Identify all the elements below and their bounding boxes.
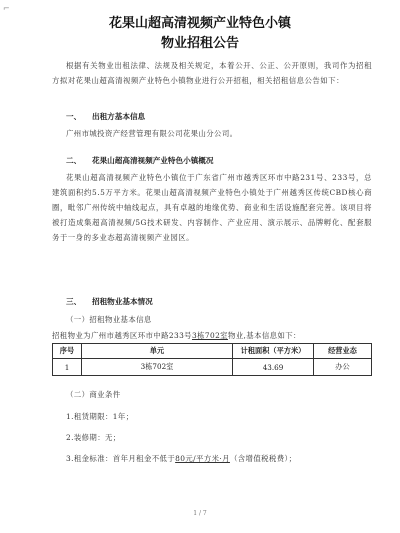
section-1-title: 出租方基本信息 — [92, 112, 146, 121]
condition-rent — [66, 453, 296, 464]
subsection-2-heading: （二）商业条件 — [66, 390, 121, 399]
header-unit: 单元 — [82, 344, 233, 359]
subsection-1-heading: （一）招租物业基本信息 — [66, 315, 152, 324]
condition-lease-term: 1.租赁期限：1年； — [66, 412, 134, 421]
intro-paragraph: 根据有关物业出租法律、法规及相关规定，本着公开、公正、公开原则，我司作为招租方拟对花果山超高清视频产业特色小镇物业进行公开招租，相关招租信息公告如下： — [52, 61, 372, 85]
condition-rent-value: 80元/平方米·月 — [175, 454, 230, 463]
subsection-1-body-text: 招租物业为广州市越秀区环市中路233号 — [52, 331, 192, 340]
section-2-heading — [66, 155, 214, 166]
section-2-number: 二、 — [66, 156, 82, 165]
table-row — [53, 359, 372, 376]
header-area: 计租面积（平方米） — [233, 344, 314, 359]
header-index: 序号 — [53, 344, 82, 359]
document-title: 花果山超高清视频产业特色小镇 — [108, 16, 291, 31]
section-1-number: 一、 — [66, 112, 82, 121]
section-1-body: 广州市城投资产经营管理有限公司花果山分公司。 — [66, 129, 238, 138]
section-2-body: 花果山超高清视频产业特色小镇位于广东省广州市越秀区环市中路231号、233号，总建筑面积约5.5万平方米。花果山超高清视频产业特色小镇处于广州越秀区传统CBD核心商圈，毗邻广州传统中轴线起点，具有卓越的地缘优势、商业和生活设施配套完善。该项目将被打造成集超高清视频/5G技术研发、内容制作、产业应用、演示展示、品牌孵化、配套服务于一身的多业态超高清视频产业园区。 — [52, 173, 372, 242]
section-2-title: 花果山超高清视频产业特色小镇概况 — [92, 156, 214, 165]
property-table — [52, 343, 372, 376]
condition-rent-tail: （含增值税税费）； — [229, 454, 297, 463]
cell-business-type: 办公 — [314, 359, 372, 376]
section-3-number: 三、 — [66, 297, 82, 306]
section-3-heading — [66, 296, 153, 307]
subsection-1-body-tail: 物业,基本信息如下： — [227, 331, 301, 340]
section-3-title: 招租物业基本情况 — [92, 297, 153, 306]
cell-index: 1 — [53, 359, 82, 376]
table-header-row — [53, 344, 372, 359]
document-subtitle: 物业招租公告 — [160, 36, 239, 51]
cell-unit: 3栋702室 — [82, 359, 233, 376]
condition-renovation: 2.装修期：无； — [66, 433, 121, 442]
cell-area: 43.69 — [233, 359, 314, 376]
unit-underlined: 3栋702室 — [191, 331, 228, 340]
page-number: 1 / 7 — [193, 510, 207, 517]
header-business-type: 经营业态 — [314, 344, 372, 359]
corner-mark: ⌐ — [3, 4, 10, 13]
condition-rent-label: 3.租金标准：首年月租金不低于 — [66, 454, 176, 463]
section-1-heading — [66, 111, 145, 122]
subsection-1-body — [52, 330, 301, 341]
